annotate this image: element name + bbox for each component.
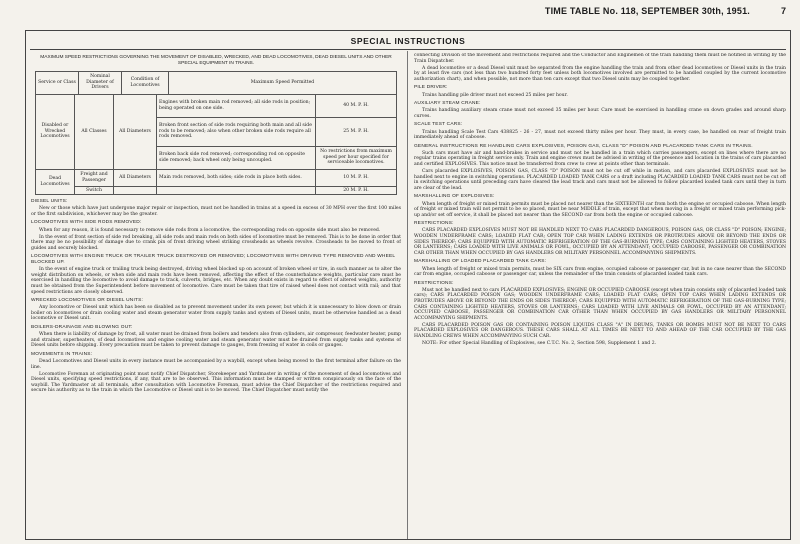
instructions-frame <box>25 30 791 540</box>
table-header-row <box>36 71 397 94</box>
table-row <box>36 169 397 186</box>
table-row <box>36 94 397 117</box>
col-header-service: Service or Class <box>36 71 79 94</box>
col-header-diameter: Condition of Locomotives <box>122 71 169 94</box>
section-title: SPECIAL INSTRUCTIONS <box>350 36 466 46</box>
heading-marshalling-explosives: MARSHALLING OF EXPLOSIVES: <box>414 194 495 200</box>
para-diesel-units: New or those which have just undergone major repair or inspection, must not be handled in trains at a speed in excess of 30 MPH over the first 100 miles or the first subdivision, whichever may be the greater. <box>31 206 401 217</box>
heading-restrictions-2: RESTRICTIONS: <box>414 280 454 286</box>
heading-boilers: BOILERS-DRAINAGE AND BLOWING OUT: <box>31 324 133 330</box>
title-rule <box>30 49 786 50</box>
para-marshalling-tank-cars: When length of freight or mixed train permits, must be SIX cars from engine, occupied caboose or passenger car, but in no case nearer than the SECOND car from engine, occupied caboose or passenger car, unless the remainder of the train consists of placarded loaded tank cars. <box>414 266 786 278</box>
cell-condition-empty <box>157 186 316 195</box>
heading-diesel-units: DIESEL UNITS: <box>31 199 68 205</box>
para-restrictions-1: CARS PLACARDED EXPLOSIVES MUST NOT BE HANDLED NEXT TO CARS PLACARDED DANGEROUS, POISON GAS, OR CLASS "D" POISON; ENGINE; WOODEN UNDERFRAME CARS; LOADED FLAT CAR; OPEN TOP CAR WHEN LADING EXTENDS OR PROTRUDES ABOVE OR BEYOND THE ENDS OR SIDES THEREOF; CARS EQUIPPED WITH AUTOMATIC REFRIGERATION OF THE GAS-BURNING TYPE; CARS CONTAINING LIGHTED HEATERS, STOVES OR LANTERNS; CARS LOADED WITH LIVE ANIMALS OR FOWL, OCCUPIED BY AN ATTENDANT; OCCUPIED CABOOSE, PASSENGER OR COMBINATION CAR OTHER THAN WHEN OCCUPIED BY GAS HANDLERS OR MILITARY PERSONNEL ACCOMPANYING SHIPMENTS. <box>414 228 786 256</box>
cell-class-switch: Switch <box>75 186 114 195</box>
heading-restrictions-1: RESTRICTIONS: <box>414 221 454 227</box>
heading-side-rods: LOCOMOTIVES WITH SIDE RODS REMOVED: <box>31 220 142 226</box>
cell-condition: Broken back side rod removed; corresponding rod on opposite side removed; back wheel only being uncoupled. <box>157 146 316 169</box>
cell-speed: 10 M. P. H. <box>316 169 397 186</box>
heading-pile-driver: PILE DRIVER: <box>414 85 448 91</box>
para-steam-crane: Trains handling auxiliary steam crane must not exceed 35 miles per hour. Care must be exercised in handling crane on down grades and around sharp curves. <box>414 108 786 119</box>
cell-speed: 20 M. P. H. <box>316 186 397 195</box>
col-header-condition: Maximum Speed Permitted <box>169 71 397 94</box>
cell-diameter-all: All Diameters <box>114 94 157 169</box>
para-restrictions-3: CARS PLACARDED POISON GAS OR CONTAINING POISON LIQUIDS CLASS "A" IN DRUMS, TANKS OR BOMBS MUST NOT BE NEXT TO CARS PLACARDED EXPLOSIVES OR DANGEROUS. THESE CARS SHALL AT ALL TIMES BE NEXT TO AND AHEAD OF THE CAR OCCUPIED BY THE GAS HANDLING CREWS WHEN ACCOMPANYING SUCH CAR. <box>414 322 786 340</box>
heading-movements: MOVEMENTS IN TRAINS: <box>31 351 93 357</box>
cell-diameter-all: All Diameters <box>114 169 157 186</box>
heading-scale-test-cars: SCALE TEST CARS: <box>414 122 463 128</box>
para-engine-truck: In the event of engine truck or trailing truck being destroyed, driving wheel blocked up on account of broken wheel or tire, in such manner as to alter the weight distribution on wheels, or when side and main rods have been removed, affecting the effect of the counterbalance weights, particular care must be exercised in handling the locomotive to avoid damage to track, culverts, bridges, etc. When any doubt exists in regard to effect of altered weights, authority must be obtained from the Superintendent before movement of locomotive. Care must be taken that tire of raised wheel does not contact with rail; and that speed restrictions are closely observed. <box>31 267 401 295</box>
cell-group-disabled: Disabled or Wrecked Locomotives <box>36 94 75 169</box>
cell-class-all: All Classes <box>75 94 114 169</box>
para-movements-1: Dead Locomotives and Diesel units in every instance must be accompanied by a waybill, except when being moved to the first terminal after failure on the line. <box>31 358 401 370</box>
para-movements-2: Locomotive Foreman at originating point must notify Chief Dispatcher, Storekeeper and Yardmaster in writing of the movement of dead locomotives and Diesel units, specifying speed restrictions, if any, that are to be observed. This information must be stamped or written conspicuously on the face of the waybill. The Yardmaster at all terminals, after consultation with Locomotive Foreman, must advise the Chief Dispatcher of the restrictions required and secure his authority as to the train in which the Locomotive or Diesel unit is to be moved. The Chief Dispatcher must notify the <box>31 371 401 394</box>
para-wrecked: Any locomotive or Diesel unit which has been so disabled as to prevent movement under its own power, but which it is unnecessary to blow down or drain boiler on locomotives or drain cooling water and steam generator water from supply tanks and system of Diesel units, must be otherwise handled as a dead locomotive or Diesel unit. <box>31 305 401 322</box>
speed-restrictions-table <box>35 71 397 95</box>
para-general-2: Cars placarded EXPLOSIVES, POISON GAS, CLASS "D" POISON must not be cut off while in motion, and cars placarded EXPLOSIVES must not be handled next to engine in switching operations. PLACARDED LOADED TANK CARS or a draft including PLACARDED LOADED TANK CARS must not be cut off in switching operations until preceding cars have cleared the lead track and cars must not be allowed to follow placarded loaded tank cars until they in turn are clear of the lead. <box>414 169 786 191</box>
column-divider <box>407 51 408 539</box>
col-header-service-class: Nominal Diameter of Drivers <box>79 71 122 94</box>
heading-engine-truck: LOCOMOTIVES WITH ENGINE TRUCK OR TRAILER TRUCK DESTROYED OR REMOVED; LOCOMOTIVES WITH DRIVING TYPE REMOVED AND WHEEL BLOCKED UP. <box>31 254 396 266</box>
para-general-1: Such cars must have air and hand-brakes in service and must not be handled in a train which carries passengers, except on lines where there are no regular trains operating in freight service only. Train and engine crews must be advised in writing of the presence and location in the trains of cars placarded and certified EXPLOSIVES. This notice must be transferred from crew to crew at points other than terminals. <box>414 150 786 167</box>
cell-speed: 40 M. P. H. <box>316 94 397 117</box>
para-restrictions-2: Must not be handled next to cars PLACARDED EXPLOSIVES; ENGINE OR OCCUPIED CABOOSE (except when train consists only of placarded loaded tank cars); CARS PLACARDED POISON GAS; WOODEN UNDERFRAME CARS; LOADED FLAT CARS; OPEN TOP CARS WHEN LADING EXTENDS OR PROTRUDES ABOVE OR BEYOND THE ENDS OR SIDES THEREOF; CARS EQUIPPED WITH AUTOMATIC REFRIGERATION OF THE GAS-BURNING TYPE; CARS CONTAINING LIGHTED HEATERS, STOVES OR LANTERNS; CARS LOADED WITH LIVE ANIMALS OR FOWL, OCCUPIED BY AN ATTENDANT; OCCUPIED CABOOSE, PASSENGER OR COMBINATION CAR OTHER THAN WHEN OCCUPIED BY GAS HANDLERS OR MILITARY PERSONNEL ACCOMPANYING SHIPMENTS. <box>414 287 786 321</box>
cell-speed: No restrictions from maximum speed per hour specified for serviceable locomotives. <box>316 146 397 169</box>
para-pile-driver: Trains handling pile driver must not exceed 25 miles per hour. <box>422 92 568 98</box>
cell-condition: Broken front section of side rods requiring both main and all side rods to be removed; also when other broken side rods require all rods removed. <box>157 117 316 146</box>
heading-marshalling-tank-cars: MARSHALLING OF LOADED PLACARDED TANK CARS: <box>414 259 547 265</box>
para-scale-test-cars: Trains handling Scale Test Cars 438825 - 26 - 27, must not exceed thirty miles per hour. They must, in every case, be handled on rear of freight train immediately ahead of caboose. <box>414 129 786 141</box>
para-note: NOTE: For other Special Handling of Explosives, see C.T.C. No. 2, Section 598, Supplement 1 and 2. <box>422 341 657 347</box>
heading-general-instructions: GENERAL INSTRUCTIONS RE HANDLING CARS EXPLOSIVES, POISON GAS, CLASS "D" POISON AND PLACARDED TANK CARS IN TRAINS. <box>414 143 753 149</box>
table-row <box>36 186 397 195</box>
speed-restrictions-body <box>35 94 397 196</box>
cell-condition: Main rods removed, both sides; side rods in place both sides. <box>157 169 316 186</box>
para-boilers: When there is liability of damage by frost, all water must be drained from boilers and tenders also from cylinders, air compressor, feedwater heater, pump and strainer, superheaters, of dead locomotives and engine cooling water and steam generator water must be drained from supply tanks and systems of Diesel units before shipping. Every precaution must be taken to prevent damage to gauges, from freezing of water in coils or gauges. <box>31 332 401 349</box>
heading-wrecked: WRECKED LOCOMOTIVES OR DIESEL UNITS: <box>31 298 144 304</box>
page-number: 7 <box>780 6 786 16</box>
cell-group-dead: Dead Locomotives <box>36 169 75 195</box>
para-marshalling-explosives: When length of freight or mixed train permits must be placed not nearer than the SIXTEENTH car from both the engine or occupied caboose. When length of freight or mixed train will not permit to be so placed, must be near MIDDLE of train, except that when moving in a freight or mixed train performing pick-up and/or set off service, it shall be placed not nearer than the SECOND car from both the engine or occupied caboose. <box>414 201 786 218</box>
para-side-rods-2: In the event of front section of side rod breaking, all side rods and main rods on both sides of locomotive must be removed. This is to be done in order that there may be no possibility of damage due to crank pin of front driving wheel striking crossheads as wheels revolve. Crossheads to be moved to front of guides and securely blocked. <box>31 234 401 251</box>
speed-table-title: MAXIMUM SPEED RESTRICTIONS GOVERNING THE MOVEMENT OF DISABLED, WRECKED, AND DEAD LOCOMOTIVES, DEAD DIESEL UNITS AND OTHER SPECIAL EQUIPMENT IN TRAINS. <box>40 55 392 66</box>
cell-condition: Engines with broken main rod removed; all side rods in position; being operated on one side. <box>157 94 316 117</box>
page-header-title: TIME TABLE No. 118, SEPTEMBER 30th, 1951. <box>544 6 750 16</box>
cell-speed: 25 M. P. H. <box>316 117 397 146</box>
right-column <box>414 53 786 539</box>
para-side-rods-1: When for any reason, it is found necessary to remove side rods from a locomotive, the corresponding rods on opposite side must also be removed. <box>39 227 381 233</box>
cell-class-freight: Freight and Passenger <box>75 169 114 186</box>
cell-diameter-empty <box>114 186 157 195</box>
left-column <box>31 53 401 539</box>
para-connecting-division: connecting Division of the movement and restrictions required and the Conductor and Enginemen of the train handling them must be notified in writing by the Train Dispatcher. <box>414 53 786 64</box>
para-dead-locomotive-separation: A dead locomotive or a dead Diesel unit must be separated from the engine handling the train and from other dead locomotives or Diesel units in the train by at least five cars (not less than two hundred forty feet unless both locomotives involved are permitted to be handled coupled by the current locomotive authorization chart), and when possible, not more than ten cars except that two Diesel units may be coupled together. <box>414 65 786 82</box>
heading-steam-crane: AUXILIARY STEAM CRANE: <box>414 101 481 107</box>
